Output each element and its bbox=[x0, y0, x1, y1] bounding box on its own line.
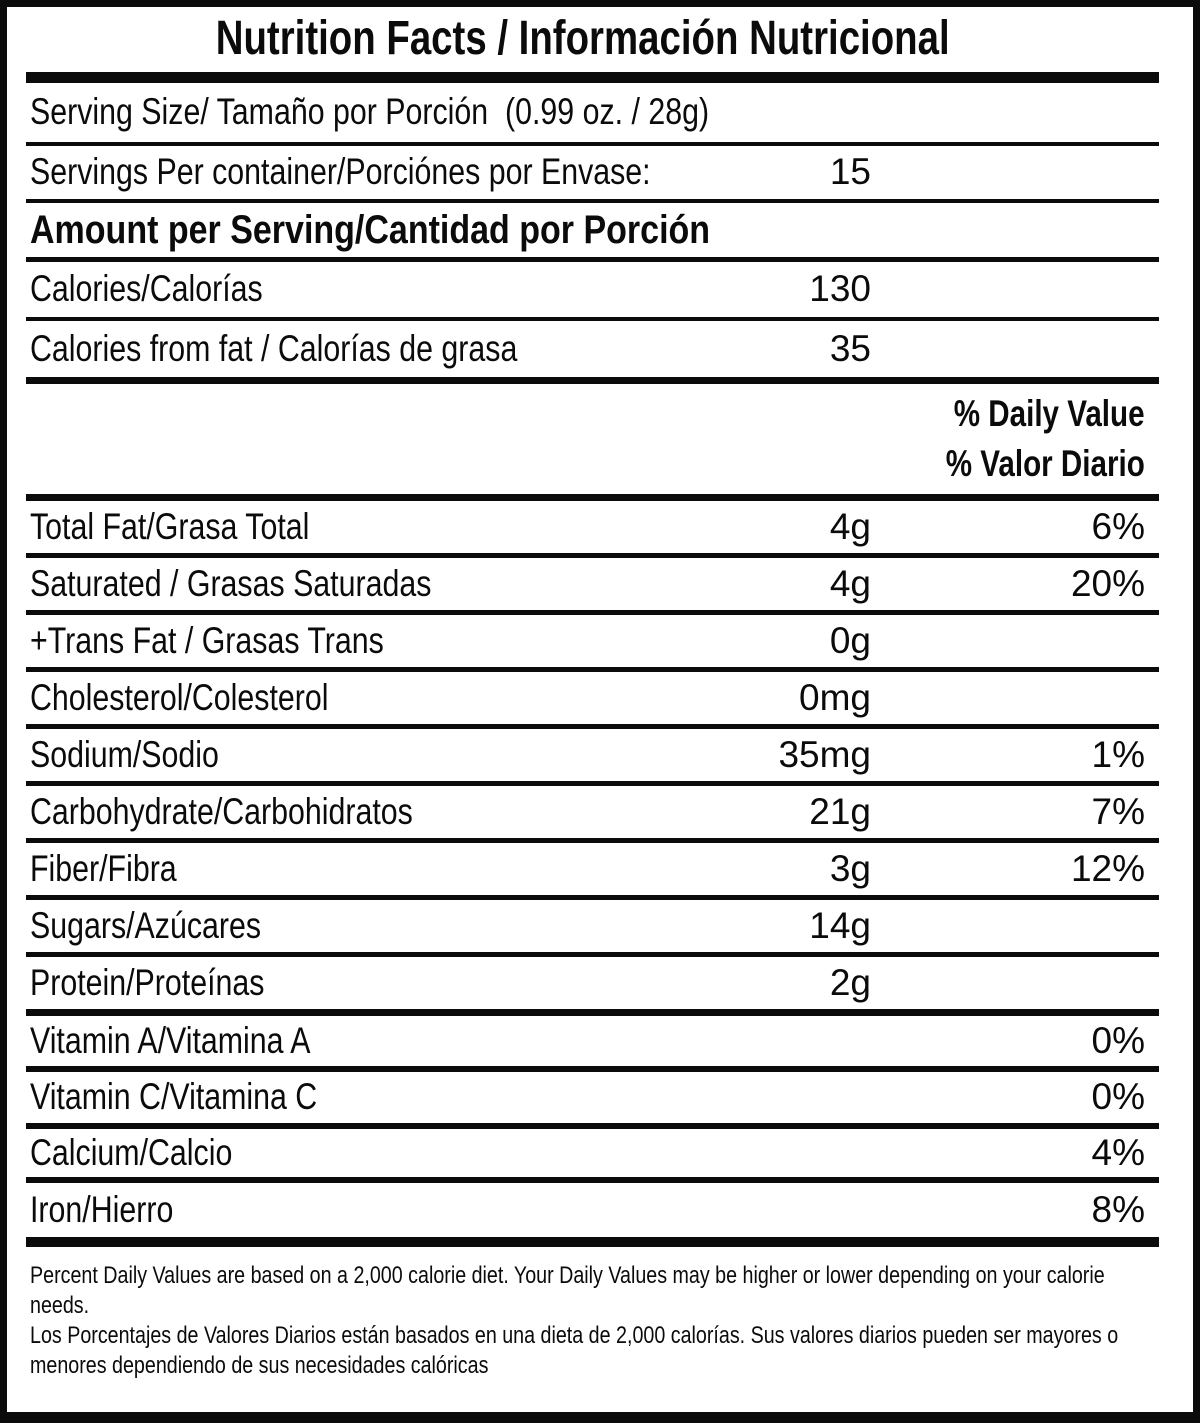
footnotes-section bbox=[26, 1247, 1159, 1412]
nutrient-label: +Trans Fat / Grasas Trans bbox=[30, 619, 384, 661]
daily-value-heading-block bbox=[26, 384, 1159, 494]
micronutrient-row-calcium bbox=[26, 1129, 1159, 1177]
calories-label-cell bbox=[30, 270, 711, 309]
nutrient-label: Total Fat/Grasa Total bbox=[30, 505, 310, 547]
footnote-spanish: Los Porcentajes de Valores Diarios están basados en una dieta de 2,000 calorías. Sus valores diarios pueden ser mayores o menores dependiendo de sus necesidades calóricas bbox=[30, 1322, 1119, 1379]
serving-size-row bbox=[26, 83, 1159, 142]
daily-value-heading-en: % Daily Value bbox=[954, 392, 1145, 434]
micronutrient-label: Calcium/Calcio bbox=[30, 1131, 233, 1173]
calories-from-fat-value: 35 bbox=[829, 327, 871, 369]
nutrient-amount: 4g bbox=[829, 562, 871, 604]
micronutrient-label-cell bbox=[30, 1188, 711, 1230]
footnote-english: Percent Daily Values are based on a 2,000 calorie diet. Your Daily Values may be higher or lower depending on your calorie needs. bbox=[30, 1262, 1105, 1319]
nutrient-row-fiber bbox=[26, 843, 1159, 895]
nutrient-label: Fiber/Fibra bbox=[30, 847, 177, 889]
nutrient-amount: 0g bbox=[829, 619, 871, 661]
nutrient-label: Sodium/Sodio bbox=[30, 733, 219, 775]
title-divider-bar bbox=[26, 72, 1159, 83]
amount-per-serving-heading: Amount per Serving/Cantidad por Porción bbox=[30, 208, 711, 252]
daily-value-heading-es: % Valor Diario bbox=[945, 443, 1145, 485]
calories-label: Calories/Calorías bbox=[30, 268, 263, 310]
servings-per-container-row bbox=[26, 146, 1159, 199]
nutrient-amount: 2g bbox=[829, 961, 871, 1003]
nutrient-label: Sugars/Azúcares bbox=[30, 904, 262, 946]
serving-size-label: Serving Size/ Tamaño por Porción (0.99 oz. / 28g) bbox=[30, 91, 710, 133]
nutrient-row-trans-fat bbox=[26, 615, 1159, 667]
micronutrient-row-vitamin-a bbox=[26, 1016, 1159, 1066]
nutrient-row-total-fat bbox=[26, 501, 1159, 553]
micronutrient-label: Vitamin C/Vitamina C bbox=[30, 1076, 318, 1118]
label-content bbox=[26, 7, 1159, 1412]
nutrient-label-cell bbox=[30, 733, 711, 775]
micronutrient-label-cell bbox=[30, 1019, 711, 1061]
nutrient-label-cell bbox=[30, 562, 711, 604]
separator-rule-thick bbox=[26, 1009, 1159, 1016]
nutrient-row-sodium bbox=[26, 729, 1159, 781]
title-row bbox=[26, 7, 1159, 72]
nutrient-label-cell bbox=[30, 619, 711, 661]
calories-from-fat-row bbox=[26, 321, 1159, 377]
micronutrient-label: Vitamin A/Vitamina A bbox=[30, 1019, 311, 1061]
nutrient-label-cell bbox=[30, 847, 711, 889]
separator-rule-thick bbox=[26, 494, 1159, 501]
micronutrient-label-cell bbox=[30, 1131, 711, 1173]
micronutrient-row-vitamin-c bbox=[26, 1072, 1159, 1123]
nutrient-label-cell bbox=[30, 676, 711, 718]
calories-value: 130 bbox=[809, 268, 871, 310]
nutrient-label: Cholesterol/Colesterol bbox=[30, 676, 329, 718]
micronutrient-row-iron bbox=[26, 1183, 1159, 1237]
nutrient-amount: 3g bbox=[829, 847, 871, 889]
nutrient-dv: 20% bbox=[1070, 562, 1145, 604]
nutrient-amount: 21g bbox=[809, 790, 871, 832]
nutrient-row-carbohydrate bbox=[26, 786, 1159, 838]
micronutrient-label-cell bbox=[30, 1078, 711, 1117]
nutrient-dv: 12% bbox=[1070, 847, 1145, 889]
footnotes-text bbox=[30, 1261, 1159, 1381]
footnote-divider-bar bbox=[26, 1237, 1159, 1247]
nutrient-amount: 35mg bbox=[778, 733, 871, 775]
nutrient-dv: 7% bbox=[1091, 790, 1145, 832]
nutrient-dv: 6% bbox=[1091, 505, 1145, 547]
nutrient-label: Protein/Proteínas bbox=[30, 961, 265, 1003]
micronutrient-dv: 0% bbox=[1091, 1019, 1145, 1061]
nutrient-label-cell bbox=[30, 790, 711, 832]
page-title: Nutrition Facts / Información Nutricional bbox=[215, 12, 950, 66]
nutrient-label-cell bbox=[30, 904, 711, 946]
nutrient-label-cell bbox=[30, 505, 711, 547]
micronutrient-label: Iron/Hierro bbox=[30, 1188, 174, 1230]
nutrient-row-sugars bbox=[26, 900, 1159, 952]
servings-per-container-label: Servings Per container/Porciónes por Envase: bbox=[30, 151, 651, 193]
nutrient-label: Saturated / Grasas Saturadas bbox=[30, 562, 432, 604]
nutrient-label: Carbohydrate/Carbohidratos bbox=[30, 790, 413, 832]
nutrient-row-saturated-fat bbox=[26, 558, 1159, 610]
servings-per-container-value: 15 bbox=[829, 151, 871, 193]
nutrient-amount: 14g bbox=[809, 904, 871, 946]
calories-from-fat-label: Calories from fat / Calorías de grasa bbox=[30, 327, 518, 369]
servings-per-container-label-cell bbox=[30, 153, 711, 192]
micronutrient-dv: 4% bbox=[1091, 1131, 1145, 1173]
nutrient-dv: 1% bbox=[1091, 733, 1145, 775]
micronutrient-dv: 8% bbox=[1091, 1188, 1145, 1230]
nutrient-row-protein bbox=[26, 957, 1159, 1009]
amount-per-serving-heading-row bbox=[26, 203, 1159, 257]
nutrient-amount: 0mg bbox=[799, 676, 871, 718]
nutrient-amount: 4g bbox=[829, 505, 871, 547]
nutrient-label-cell bbox=[30, 961, 711, 1003]
micronutrient-dv: 0% bbox=[1091, 1076, 1145, 1118]
nutrient-row-cholesterol bbox=[26, 672, 1159, 724]
calories-row bbox=[26, 262, 1159, 317]
calories-from-fat-label-cell bbox=[30, 327, 711, 369]
separator-rule-thick bbox=[26, 377, 1159, 384]
